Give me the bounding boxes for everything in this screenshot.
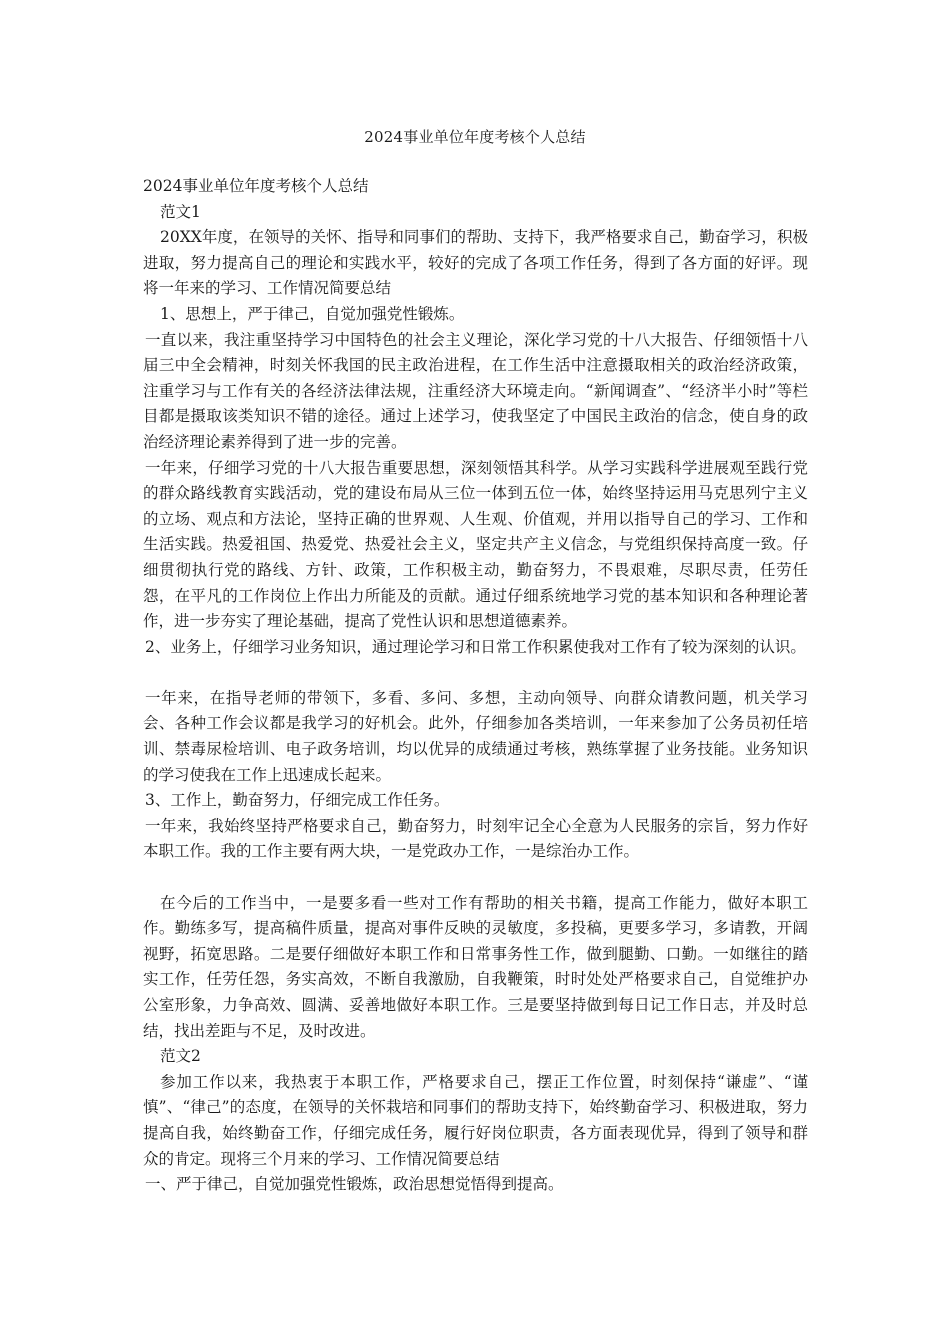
heading-work: 3、工作上，勤奋努力，仔细完成工作任务。 (145, 791, 450, 810)
heading-self-discipline: 一、严于律己，自觉加强党性锻炼，政治思想觉悟得到提高。 (145, 1175, 564, 1194)
heading-ideology: 1、思想上，严于律己，自觉加强党性锻炼。 (160, 304, 465, 323)
heading-business: 2、业务上，仔细学习业务知识，通过理论学习和日常工作积累使我对工作有了较为深刻的认识。 (145, 637, 806, 656)
paragraph-party-study: 一年来，仔细学习党的十八大报告重要思想，深刻领悟其科学。从学习实践科学进展观至践行党的群众路线教育实践活动，党的建设布局从三位一体到五位一体，始终坚持运用马克思列宁主义的立场、观点和方法论，坚持正确的世界观、人生观、价值观，并用以指导自己的学习、工作和生活实践。热爱祖国、热爱党、热爱社会主义，坚定共产主义信念，与党组织保持高度一致。仔细贯彻执行党的路线、方针、政策，工作积极主动，勤奋努力，不畏艰难，尽职尽责，任劳任怨，在平凡的工作岗位上作出力所能及的贡献。通过仔细系统地学习党的基本知识和各种理论著作，进一步夯实了理论基础，提高了党性认识和思想道德素养。 (143, 458, 808, 631)
body-heading: 2024事业单位年度考核个人总结 (143, 177, 369, 195)
blank-line (143, 660, 808, 686)
paragraph-work-duties: 一年来，我始终坚持严格要求自己，勤奋努力，时刻牢记全心全意为人民服务的宗旨，努力作好本职工作。我的工作主要有两大块，一是党政办工作，一是综治办工作。 (143, 816, 808, 861)
paragraph-business-training: 一年来，在指导老师的带领下，多看、多问、多想，主动向领导、向群众请教问题，机关学习会、各种工作会议都是我学习的好机会。此外，仔细参加各类培训，一年来参加了公务员初任培训、禁毒尿检培训、电子政务培训，均以优异的成绩通过考核，熟练掌握了业务技能。业务知识的学习使我在工作上迅速成长起来。 (143, 688, 808, 784)
section-label-sample-1: 范文1 (160, 202, 201, 221)
paragraph-ideology-study: 一直以来，我注重坚持学习中国特色的社会主义理论，深化学习党的十八大报告、仔细领悟十八届三中全会精神，时刻关怀我国的民主政治进程，在工作生活中注意摄取相关的政治经济政策，注重学习与工作有关的各经济法律法规，注重经济大环境走向。“新闻调查”、“经济半小时”等栏目都是摄取该类知识不错的途径。通过上述学习，使我坚定了中国民主政治的信念，使自身的政治经济理论素养得到了进一步的完善。 (143, 330, 808, 451)
document-body (143, 174, 808, 1198)
paragraph-sample-2-intro: 参加工作以来，我热衷于本职工作，严格要求自己，摆正工作位置，时刻保持“谦虚”、“谨慎”、“律己”的态度，在领导的关怀栽培和同事们的帮助支持下，始终勤奋学习、积极进取，努力提高自我，始终勤奋工作，仔细完成任务，履行好岗位职责，各方面表现优异，得到了领导和群众的肯定。现将三个月来的学习、工作情况简要总结 (143, 1072, 808, 1168)
paragraph-intro: 20XX年度，在领导的关怀、指导和同事们的帮助、支持下，我严格要求自己，勤奋学习，积极进取，努力提高自己的理论和实践水平，较好的完成了各项工作任务，得到了各方面的好评。现将一年来的学习、工作情况简要总结 (143, 228, 808, 298)
document-title: 2024事业单位年度考核个人总结 (364, 128, 586, 146)
blank-line (143, 865, 808, 891)
paragraph-future-plan: 在今后的工作当中，一是要多看一些对工作有帮助的相关书籍，提高工作能力，做好本职工作。勤练多写，提高稿件质量，提高对事件反映的灵敏度，多投稿，更要多学习，多请教，开阔视野，拓宽思路。二是要仔细做好本职工作和日常事务性工作，做到腿勤、口勤。一如继往的踏实工作，任劳任怨，务实高效，不断自我激励，自我鞭策，时时处处严格要求自己，自觉维护办公室形象，力争高效、圆满、妥善地做好本职工作。三是要坚持做到每日记工作日志，并及时总结，找出差距与不足，及时改进。 (143, 893, 808, 1040)
section-label-sample-2: 范文2 (160, 1047, 201, 1066)
